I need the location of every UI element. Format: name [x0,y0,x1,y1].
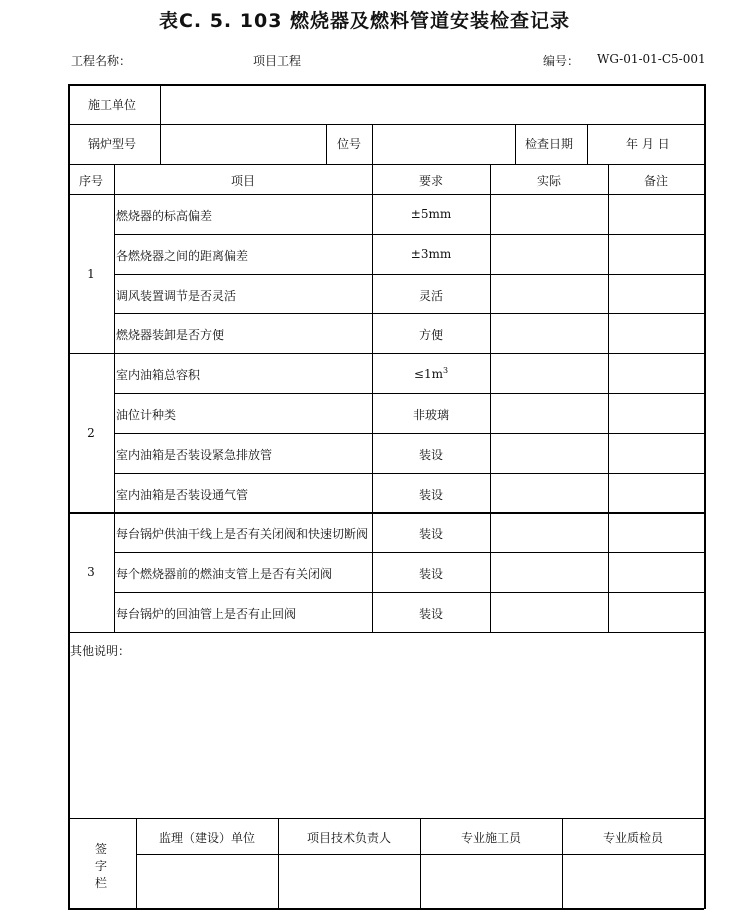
check-requirement: 装设 [418,567,443,582]
table-rule [160,124,161,164]
check-item: 油位计种类 [116,408,177,422]
project-name-label: 工程名称： [71,54,132,68]
other-notes-label: 其他说明： [70,644,131,658]
table-rule [114,393,704,394]
column-header-remark: 备注 [643,174,668,188]
page-title: 表C. 5. 103 燃烧器及燃料管道安装检查记录 [158,10,571,32]
signature-label-char: 栏 [95,876,108,890]
requirement-superscript: 3 [442,366,449,376]
signature-role-constructor: 专业施工员 [460,831,521,845]
check-item: 燃烧器装卸是否方便 [116,328,225,343]
signature-label-char: 签 [95,842,108,856]
table-rule [68,512,704,513]
table-rule [114,552,704,553]
check-item: 室内油箱是否装设通气管 [116,487,249,502]
check-requirement: ±5mm [410,207,452,221]
table-rule [114,274,704,275]
signature-role-supervision: 监理（建设）单位 [158,831,255,845]
check-item: 每台锅炉的回油管上是否有止回阀 [116,607,297,621]
group-seq-number: 3 [87,565,95,580]
check-requirement: 装设 [418,527,443,542]
check-requirement: 装设 [418,607,443,621]
check-requirement: $\le 1m^3$ [413,366,449,382]
table-rule [114,234,704,235]
table-rule [68,353,704,354]
table-rule [326,124,327,164]
record-number-value: WG-01-01-C5-001 [597,52,706,66]
check-item: 各燃烧器之间的距离偏差 [116,248,249,263]
check-requirement: 方便 [418,328,443,343]
check-item: 每个燃烧器前的燃油支管上是否有关闭阀 [116,567,333,582]
table-rule [68,818,704,819]
check-requirement: 装设 [418,447,443,462]
column-header-item: 项目 [230,174,255,188]
table-rule [68,908,704,910]
group-seq-number: 1 [87,266,95,281]
check-requirement: ±3mm [410,246,452,261]
table-rule [114,473,704,474]
table-rule [160,84,161,124]
table-rule [136,854,704,855]
table-rule [114,433,704,434]
table-rule [114,313,704,314]
check-item: 室内油箱是否装设紧急排放管 [116,447,273,462]
check-requirement: 非玻璃 [412,408,449,422]
boiler-model-label: 锅炉型号 [88,137,137,151]
inspection-date-value: 年 月 日 [626,137,670,151]
record-number-label: 编号： [543,54,580,68]
signature-role-qc: 专业质检员 [602,831,663,845]
check-item: 室内油箱总容积 [116,368,201,383]
group-seq-number: 2 [87,425,95,440]
column-header-requirement: 要求 [418,174,443,188]
table-rule [562,818,563,908]
construction-unit-label: 施工单位 [88,98,137,112]
check-requirement: 装设 [418,487,443,502]
table-rule [114,592,704,593]
table-rule [68,84,70,908]
signature-role-tech-lead: 项目技术负责人 [306,831,391,845]
position-label: 位号 [337,137,362,151]
table-rule [515,124,516,164]
check-item: 燃烧器的标高偏差 [116,209,213,223]
table-rule [372,124,373,164]
column-header-actual: 实际 [536,174,561,188]
table-rule [704,84,706,909]
table-rule [68,84,704,86]
check-requirement: 灵活 [418,288,443,303]
signature-label-char: 字 [95,859,108,873]
table-rule [136,818,137,908]
project-name-value: 项目工程 [253,54,302,68]
table-rule [68,124,704,125]
column-header-seq: 序号 [78,174,103,188]
table-rule [587,124,588,164]
table-rule [278,818,279,908]
check-item: 调风装置调节是否灵活 [116,288,237,303]
table-rule [420,818,421,908]
inspection-date-label: 检查日期 [525,137,574,151]
check-item: 每台锅炉供油干线上是否有关闭阀和快速切断阀 [116,527,369,542]
table-rule [68,632,704,633]
